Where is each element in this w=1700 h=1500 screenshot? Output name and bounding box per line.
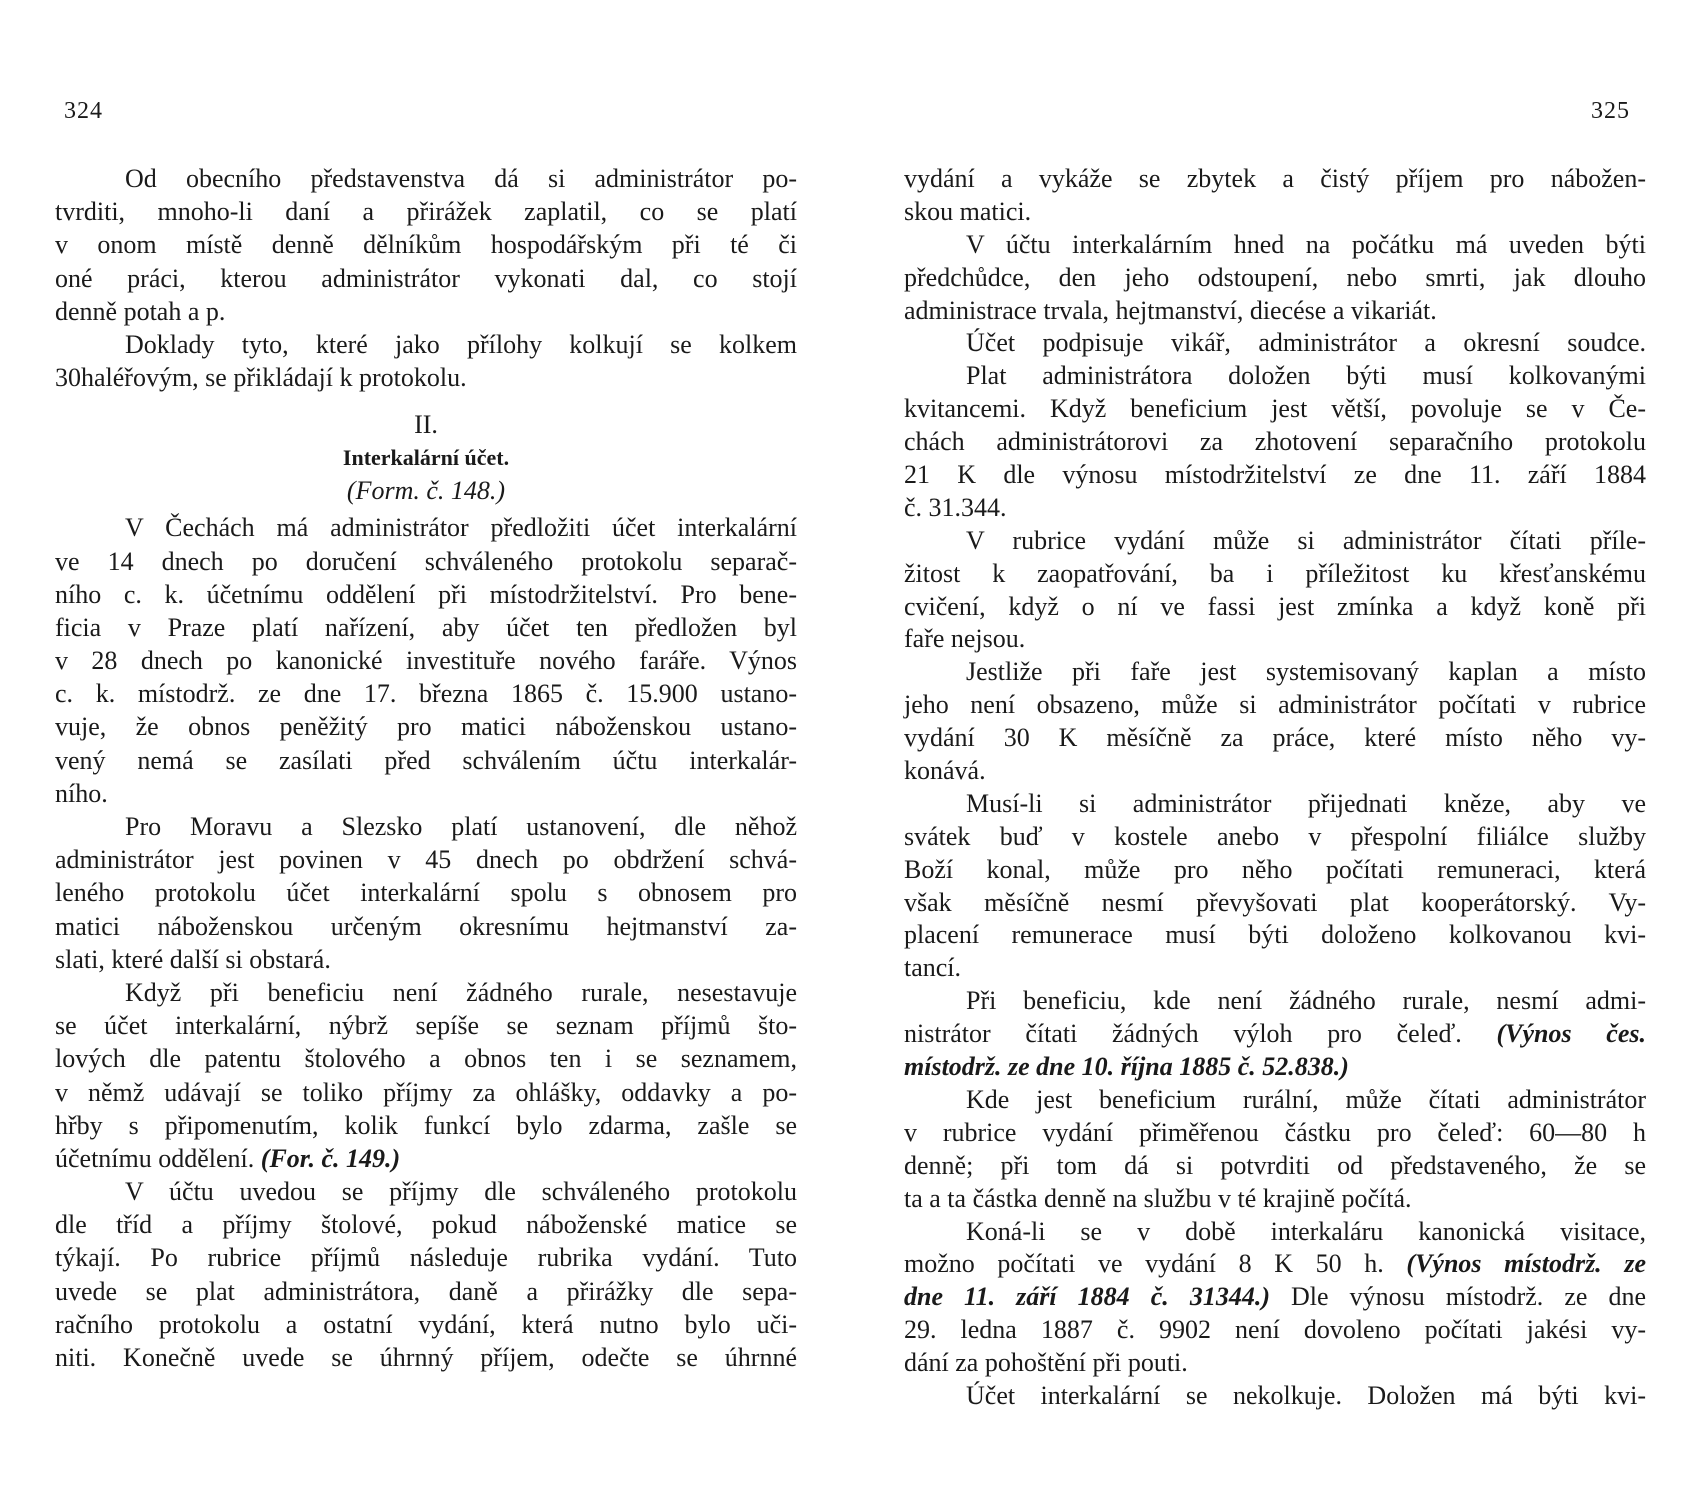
section-title: Interkalární účet. bbox=[342, 445, 510, 471]
text-line: vydání 30 K měsíčně za práce, které místo něho vy- bbox=[904, 723, 1646, 753]
text-line: v němž udávají se toliko příjmy za ohlášky, oddavky a po- bbox=[55, 1077, 797, 1107]
text-line: denně potah a p. bbox=[55, 296, 226, 326]
text-line: předchůdce, den jeho odstoupení, nebo smrti, jak dlouho bbox=[904, 262, 1646, 292]
paragraph bbox=[904, 228, 1646, 327]
text-line: dle tříd a příjmy štolové, pokud náboženské matice se bbox=[55, 1210, 797, 1240]
text-line: č. 31.344. bbox=[904, 492, 1007, 522]
text-line: v rubrice vydání přiměřenou částku pro čeleď: 60—80 h bbox=[904, 1117, 1646, 1147]
paragraph bbox=[55, 162, 797, 328]
text-line: chách administrátorovi za zhotovení separačního protokolu bbox=[904, 427, 1646, 457]
right-page-column bbox=[904, 162, 1646, 1412]
text-line: Účet interkalární se nekolkuje. Doložen má býti kvi- bbox=[966, 1380, 1646, 1410]
form-reference: (Form. č. 148.) bbox=[346, 476, 506, 506]
text-line: c. k. místodrž. ze dne 17. března 1865 č. 15.900 ustano- bbox=[55, 679, 797, 709]
text-line: Musí-li si administrátor přijednati kněze, aby ve bbox=[966, 788, 1646, 818]
decree-reference: místodrž. ze dne 10. října 1885 č. 52.838.) bbox=[904, 1052, 1349, 1082]
text-line: žitost k zaopatřování, ba i příležitost ku křesťanskému bbox=[904, 558, 1646, 588]
text-line: V rubrice vydání může si administrátor čítati příle- bbox=[966, 525, 1646, 555]
text-line: Jestliže při faře jest systemisovaný kaplan a místo bbox=[966, 657, 1646, 687]
text-line: denně; při tom dá si potvrditi od představeného, že se bbox=[904, 1150, 1646, 1180]
text-line: Boží konal, může pro něho počítati remuneraci, která bbox=[904, 854, 1646, 884]
text-line: skou matici. bbox=[904, 196, 1032, 226]
text-line: leného protokolu účet interkalární spolu s obnosem pro bbox=[55, 878, 797, 908]
paragraph bbox=[55, 328, 797, 394]
text-line: vydání a vykáže se zbytek a čistý příjem pro nábožen- bbox=[904, 164, 1646, 193]
text-line: Koná-li se v době interkaláru kanonická visitace, bbox=[966, 1216, 1646, 1246]
text-line: slati, které další si obstará. bbox=[55, 944, 331, 974]
paragraph bbox=[904, 326, 1646, 359]
paragraph bbox=[904, 984, 1646, 1083]
text-line: Od obecního představenstva dá si administrátor po- bbox=[125, 164, 797, 193]
text-line: V účtu uvedou se příjmy dle schváleného protokolu bbox=[125, 1177, 797, 1207]
text-line: týkají. Po rubrice příjmů následuje rubrika vydání. Tuto bbox=[55, 1243, 797, 1273]
decree-reference: (Výnos čes. bbox=[1496, 1019, 1646, 1049]
paragraph bbox=[904, 1083, 1646, 1215]
text-line: Kde jest beneficium rurální, může čítati administrátor bbox=[966, 1084, 1646, 1114]
text-line: Doklady tyto, které jako přílohy kolkují se kolkem bbox=[125, 329, 797, 359]
text-line: uvede se plat administrátora, daně a přirážky dle sepa- bbox=[55, 1276, 797, 1306]
text-line: 30haléřovým, se přikládají k protokolu. bbox=[55, 363, 467, 393]
text-line: tancí. bbox=[904, 953, 962, 983]
text-line: V účtu interkalárním hned na počátku má uveden býti bbox=[966, 229, 1646, 259]
paragraph bbox=[904, 1379, 1646, 1412]
text-line: niti. Konečně uvede se úhrnný příjem, odečte se úhrnné bbox=[55, 1343, 797, 1372]
text-line: svátek buď v kostele anebo v přespolní filiálce služby bbox=[904, 821, 1646, 851]
paragraph bbox=[55, 511, 797, 810]
text-line: v onom místě denně dělníkům hospodářským při té či bbox=[55, 230, 797, 260]
text-line bbox=[904, 1050, 1646, 1083]
form-reference: (For. č. 149.) bbox=[260, 1143, 401, 1173]
text-line: tvrditi, mnoho-li daní a přirážek zaplatil, co se platí bbox=[55, 197, 797, 227]
decree-reference: (Výnos místodrž. ze bbox=[1406, 1249, 1646, 1279]
text-line: kvitancemi. Když beneficium jest větší, povoluje se v Če- bbox=[904, 394, 1646, 424]
text-line: vuje, že obnos peněžitý pro matici náboženskou ustano- bbox=[55, 712, 797, 742]
text-line: v 28 dnech po kanonické investituře nového faráře. Výnos bbox=[55, 646, 797, 676]
paragraph bbox=[55, 976, 797, 1175]
text-line: administrace trvala, hejtmanství, diecése a vikariát. bbox=[904, 295, 1437, 325]
text-run: možno počítati ve vydání 8 K 50 h. bbox=[904, 1249, 1407, 1279]
paragraph bbox=[904, 655, 1646, 787]
text-line bbox=[904, 1017, 1646, 1050]
text-line: jeho není obsazeno, může si administrátor počítati v rubrice bbox=[904, 690, 1646, 720]
text-run: účetnímu oddělení. bbox=[55, 1143, 261, 1173]
text-line: dání za pohoštění při pouti. bbox=[904, 1348, 1188, 1378]
text-line: faře nejsou. bbox=[904, 624, 1026, 654]
text-line bbox=[904, 1247, 1646, 1280]
left-page-column bbox=[55, 162, 797, 1374]
text-line bbox=[904, 1280, 1646, 1313]
text-line: vený nemá se zasílati před schválením účtu interkalár- bbox=[55, 745, 797, 775]
text-line: placení remunerace musí býti doloženo kolkovanou kvi- bbox=[904, 920, 1646, 950]
text-line: matici náboženskou určeným okresnímu hejtmanství za- bbox=[55, 911, 797, 941]
paragraph bbox=[904, 1215, 1646, 1379]
decree-reference: dne 11. září 1884 č. 31344.) bbox=[904, 1282, 1270, 1312]
text-line: cvičení, když o ní ve fassi jest zmínka a když koně při bbox=[904, 591, 1646, 621]
text-line bbox=[55, 1142, 797, 1175]
text-line: Když při beneficiu není žádného rurale, nesestavuje bbox=[125, 977, 797, 1007]
text-line: Pro Moravu a Slezsko platí ustanovení, dle něhož bbox=[125, 812, 797, 841]
text-line: ve 14 dnech po doručení schváleného protokolu separač- bbox=[55, 546, 797, 576]
text-line: ního c. k. účetnímu oddělení při místodržitelství. Pro bene- bbox=[55, 579, 797, 609]
text-line: ního. bbox=[55, 778, 108, 808]
page-number-left: 324 bbox=[64, 98, 103, 124]
text-run: nistrátor čítati žádných výloh pro čeleď. bbox=[904, 1019, 1497, 1049]
text-line: Účet podpisuje vikář, administrátor a okresní soudce. bbox=[966, 328, 1646, 358]
text-line: lových dle patentu štolového a obnos ten i se seznamem, bbox=[55, 1044, 797, 1074]
text-line: administrátor jest povinen v 45 dnech po obdržení schvá- bbox=[55, 845, 797, 875]
paragraph bbox=[904, 524, 1646, 656]
paragraph bbox=[55, 1175, 797, 1374]
text-line: hřby s připomenutím, kolik funkcí bylo zdarma, zašle se bbox=[55, 1110, 797, 1140]
text-run: Dle výnosu místodrž. ze dne bbox=[1269, 1282, 1647, 1312]
text-line: ficia v Praze platí nařízení, aby účet ten předložen byl bbox=[55, 612, 797, 642]
text-line: 21 K dle výnosu místodržitelství ze dne 11. září 1884 bbox=[904, 460, 1646, 490]
section-number: II. bbox=[414, 410, 438, 440]
text-line: račního protokolu a ostatní vydání, která nutno bylo uči- bbox=[55, 1309, 797, 1339]
text-line: Při beneficiu, kde není žádného rurale, nesmí admi- bbox=[966, 986, 1646, 1016]
text-line: oné práci, kterou administrátor vykonati dal, co stojí bbox=[55, 263, 797, 293]
text-line: 29. ledna 1887 č. 9902 není dovoleno počítati jakési vy- bbox=[904, 1315, 1646, 1345]
text-line: Plat administrátora doložen býti musí kolkovanými bbox=[966, 361, 1646, 391]
paragraph bbox=[904, 162, 1646, 228]
paragraph bbox=[904, 787, 1646, 984]
text-line: však měsíčně nesmí převyšovati plat kooperátorský. Vy- bbox=[904, 887, 1646, 917]
text-line: V Čechách má administrátor předložiti účet interkalární bbox=[125, 513, 797, 543]
page-number-right: 325 bbox=[1591, 98, 1630, 124]
text-line: ta a ta částka denně na službu v té krajině počítá. bbox=[904, 1183, 1412, 1213]
paragraph bbox=[55, 810, 797, 976]
text-line: konává. bbox=[904, 756, 986, 786]
text-line: se účet interkalární, nýbrž sepíše se seznam příjmů što- bbox=[55, 1011, 797, 1041]
paragraph bbox=[904, 359, 1646, 523]
